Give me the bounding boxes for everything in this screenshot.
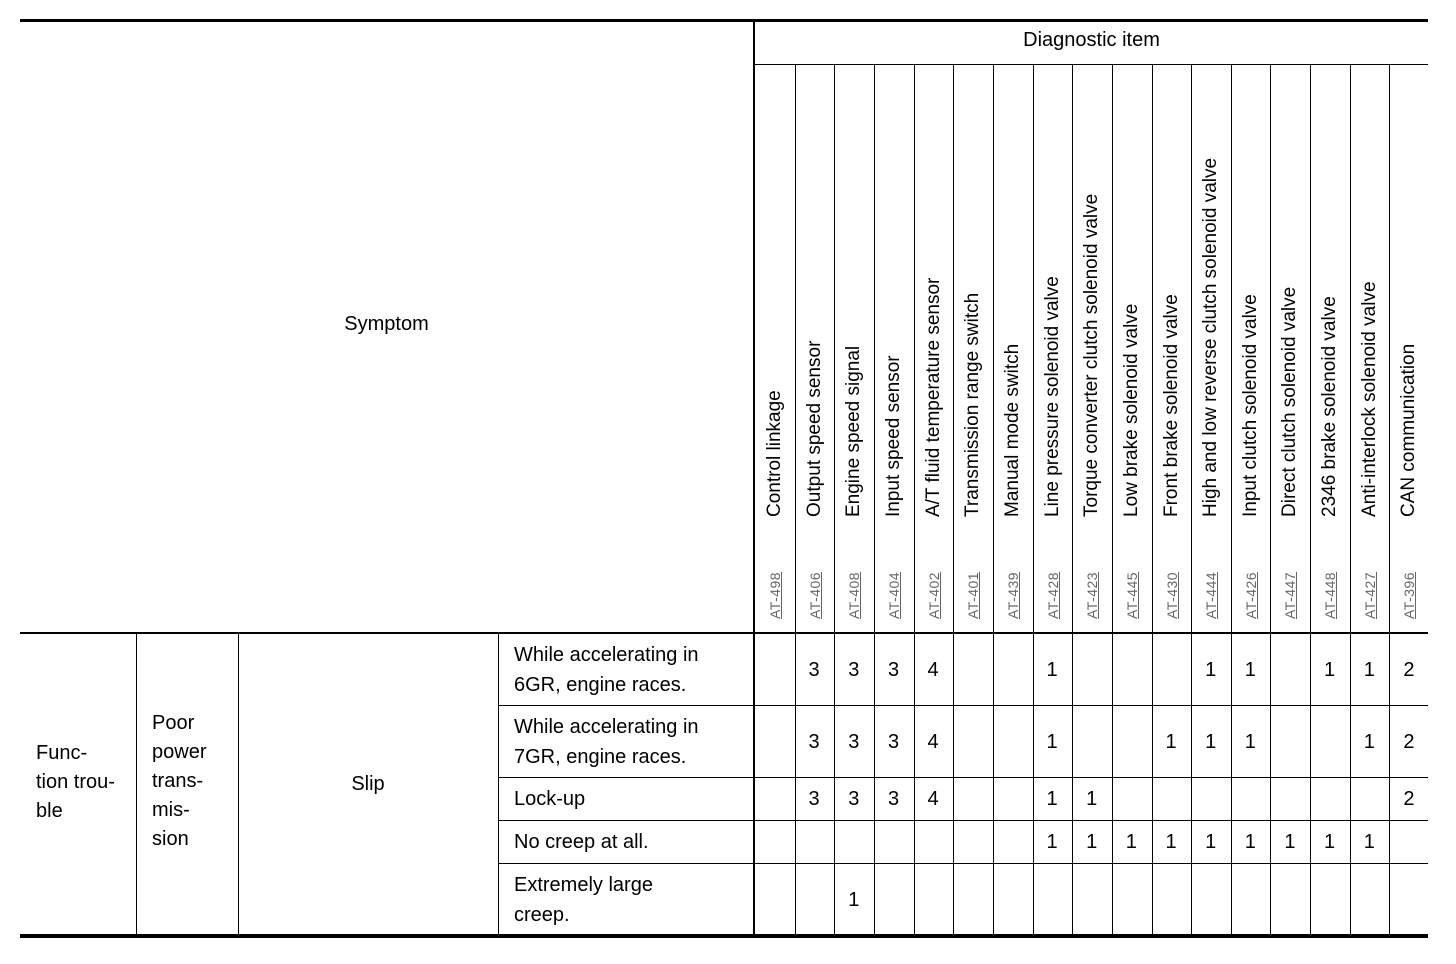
diagnostic-item-name: Direct clutch solenoid valve — [1279, 286, 1301, 517]
diagnostic-item-name: Line pressure solenoid valve — [1041, 276, 1063, 517]
diagnostic-item-ref-link[interactable]: AT-401 — [965, 571, 982, 619]
diagnostic-item-name: Front brake solenoid valve — [1160, 294, 1182, 517]
diagnostic-item-ref-link[interactable]: AT-427 — [1361, 571, 1378, 619]
diagnostic-cell-value: 3 — [808, 659, 820, 681]
diagnostic-item-name: Manual mode switch — [1001, 343, 1023, 517]
diagnostic-item-name: CAN communication — [1398, 343, 1420, 517]
diagnostic-cell-value: 1 — [1046, 831, 1058, 853]
diagnostic-item-name: 2346 brake solenoid valve — [1319, 296, 1341, 517]
diag-col-divider — [953, 65, 954, 936]
diagnostic-item-name: Transmission range switch — [962, 292, 984, 517]
diagnostic-item-name: Control linkage — [764, 390, 785, 517]
diag-col-divider — [1350, 65, 1351, 936]
symptom-header: Symptom — [344, 313, 429, 335]
diagnostic-cell-value: 3 — [887, 659, 900, 681]
diag-col-divider — [1270, 65, 1271, 936]
top-rule — [20, 19, 1428, 22]
diagnostic-cell-value: 3 — [848, 730, 860, 753]
diagnostic-cell-value: 3 — [848, 659, 860, 681]
diagnostic-item-ref-link[interactable]: AT-439 — [1004, 571, 1021, 619]
diagnostic-cell-value: 1 — [1363, 659, 1375, 681]
diagnostic-item-ref-link[interactable]: AT-448 — [1322, 571, 1339, 619]
diagnostic-item-name: Torque converter clutch solenoid valve — [1081, 193, 1103, 517]
category-level1: Func- tion trou- ble — [36, 742, 115, 822]
diagnostic-cell-value: 1 — [1046, 659, 1058, 681]
diagnostic-item-ref-link[interactable]: AT-404 — [886, 571, 902, 619]
header-bottom-rule — [20, 632, 1428, 634]
diagnostic-item-ref-link[interactable]: AT-447 — [1282, 571, 1299, 619]
symptom-divider — [753, 19, 755, 936]
diagnostic-item-header: Diagnostic item — [1023, 29, 1160, 51]
diagnostic-subheader-rule — [753, 64, 1428, 65]
symptom-row-label: Lock-up — [514, 788, 586, 810]
diag-col-divider — [1231, 65, 1232, 936]
diag-col-divider — [1191, 65, 1192, 936]
diagnostic-cell-value: 1 — [1324, 831, 1336, 853]
diagnostic-item-ref-link[interactable]: AT-428 — [1044, 571, 1061, 619]
row-divider-4 — [498, 863, 1428, 864]
diagnostic-item-name: A/T fluid temperature sensor — [922, 277, 944, 517]
diagnostic-cell-value: 4 — [927, 659, 939, 681]
diagnostic-cell-value: 1 — [1165, 730, 1177, 753]
diagnostic-item-ref-link[interactable]: AT-423 — [1084, 571, 1101, 619]
diagnostic-cell-value: 3 — [887, 788, 900, 810]
diagnostic-cell-value: 1 — [1363, 730, 1375, 753]
diagnostic-cell-value: 1 — [1363, 831, 1375, 853]
diagnostic-cell-value: 1 — [1046, 788, 1058, 810]
diagnostic-item-ref-link[interactable]: AT-430 — [1163, 571, 1180, 619]
diagnostic-cell-value: 2 — [1403, 730, 1415, 753]
diagnostic-cell-value: 3 — [808, 788, 820, 810]
symptom-row-label: While accelerating in 7GR, engine races. — [514, 715, 699, 768]
diagnostic-item-ref-link[interactable]: AT-408 — [846, 571, 863, 619]
row-divider-3 — [498, 820, 1428, 821]
diagnostic-cell-value: 1 — [1244, 659, 1256, 681]
diagnostic-cell-value: 3 — [887, 730, 900, 753]
diagnostic-item-ref-link[interactable]: AT-402 — [925, 571, 942, 619]
symptom-row-label: Extremely large creep. — [514, 874, 653, 926]
diagnostic-item-ref-link[interactable]: AT-396 — [1401, 571, 1418, 619]
row-divider-1 — [498, 705, 1428, 706]
diag-col-divider — [1152, 65, 1153, 936]
diagnostic-item-ref-link[interactable]: AT-406 — [806, 571, 823, 619]
diagnostic-item-name: Engine speed signal — [843, 345, 865, 517]
diagnostic-item-name: Input clutch solenoid valve — [1239, 294, 1261, 517]
diagnostic-item-ref-link[interactable]: AT-498 — [767, 571, 783, 619]
diagnostic-item-name: Anti-interlock solenoid valve — [1358, 281, 1380, 517]
symptom-row-label: While accelerating in 6GR, engine races. — [514, 644, 699, 696]
diagnostic-item-ref-link[interactable]: AT-426 — [1242, 571, 1259, 619]
diagnostic-cell-value: 1 — [1165, 831, 1177, 853]
diagnostic-cell-value: 1 — [1205, 659, 1217, 681]
col-divider-1 — [136, 633, 137, 936]
diagnostic-cell-value: 2 — [1403, 659, 1415, 681]
diagnostic-cell-value: 1 — [1205, 730, 1217, 753]
diagnostic-item-ref-link[interactable]: AT-444 — [1203, 571, 1220, 619]
diagnostic-cell-value: 1 — [1205, 831, 1217, 853]
diag-col-divider — [993, 65, 994, 936]
col-divider-3 — [498, 633, 499, 936]
row-divider-2 — [498, 777, 1428, 778]
diagnostic-cell-value: 1 — [1125, 831, 1137, 853]
diagnostic-cell-value: 3 — [848, 788, 860, 810]
diagnostic-cell-value: 4 — [927, 730, 939, 753]
diagnostic-cell-value: 1 — [848, 889, 860, 911]
diagnostic-cell-value: 2 — [1403, 788, 1415, 810]
diagnostic-cell-value: 1 — [1244, 831, 1256, 853]
diagnostic-item-name: Input speed sensor — [883, 355, 904, 517]
diagnostic-item-ref-link[interactable]: AT-445 — [1123, 571, 1140, 619]
diagnostic-cell-value: 4 — [927, 788, 939, 810]
diagnostic-cell-value: 1 — [1086, 831, 1098, 853]
symptom-row-label: No creep at all. — [514, 831, 649, 853]
diagnostic-item-name: High and low reverse clutch solenoid valve — [1200, 157, 1222, 517]
diagnostic-cell-value: 1 — [1086, 788, 1098, 810]
category-level3: Slip — [351, 773, 385, 795]
category-level2: Poor power trans- mis- sion — [152, 712, 207, 850]
diagnostic-cell-value: 1 — [1284, 831, 1296, 853]
diag-col-divider — [1310, 65, 1311, 936]
diagnostic-cell-value: 1 — [1324, 659, 1336, 681]
diagnostic-cell-value: 1 — [1046, 730, 1058, 753]
diagnostic-cell-value: 1 — [1244, 730, 1256, 753]
bottom-rule — [20, 934, 1428, 938]
diagnostic-item-name: Low brake solenoid valve — [1120, 303, 1142, 517]
diag-col-divider — [1112, 65, 1113, 936]
diagnostic-table — [20, 19, 1428, 939]
diagnostic-cell-value: 3 — [808, 730, 820, 753]
diagnostic-item-name: Output speed sensor — [803, 340, 825, 517]
